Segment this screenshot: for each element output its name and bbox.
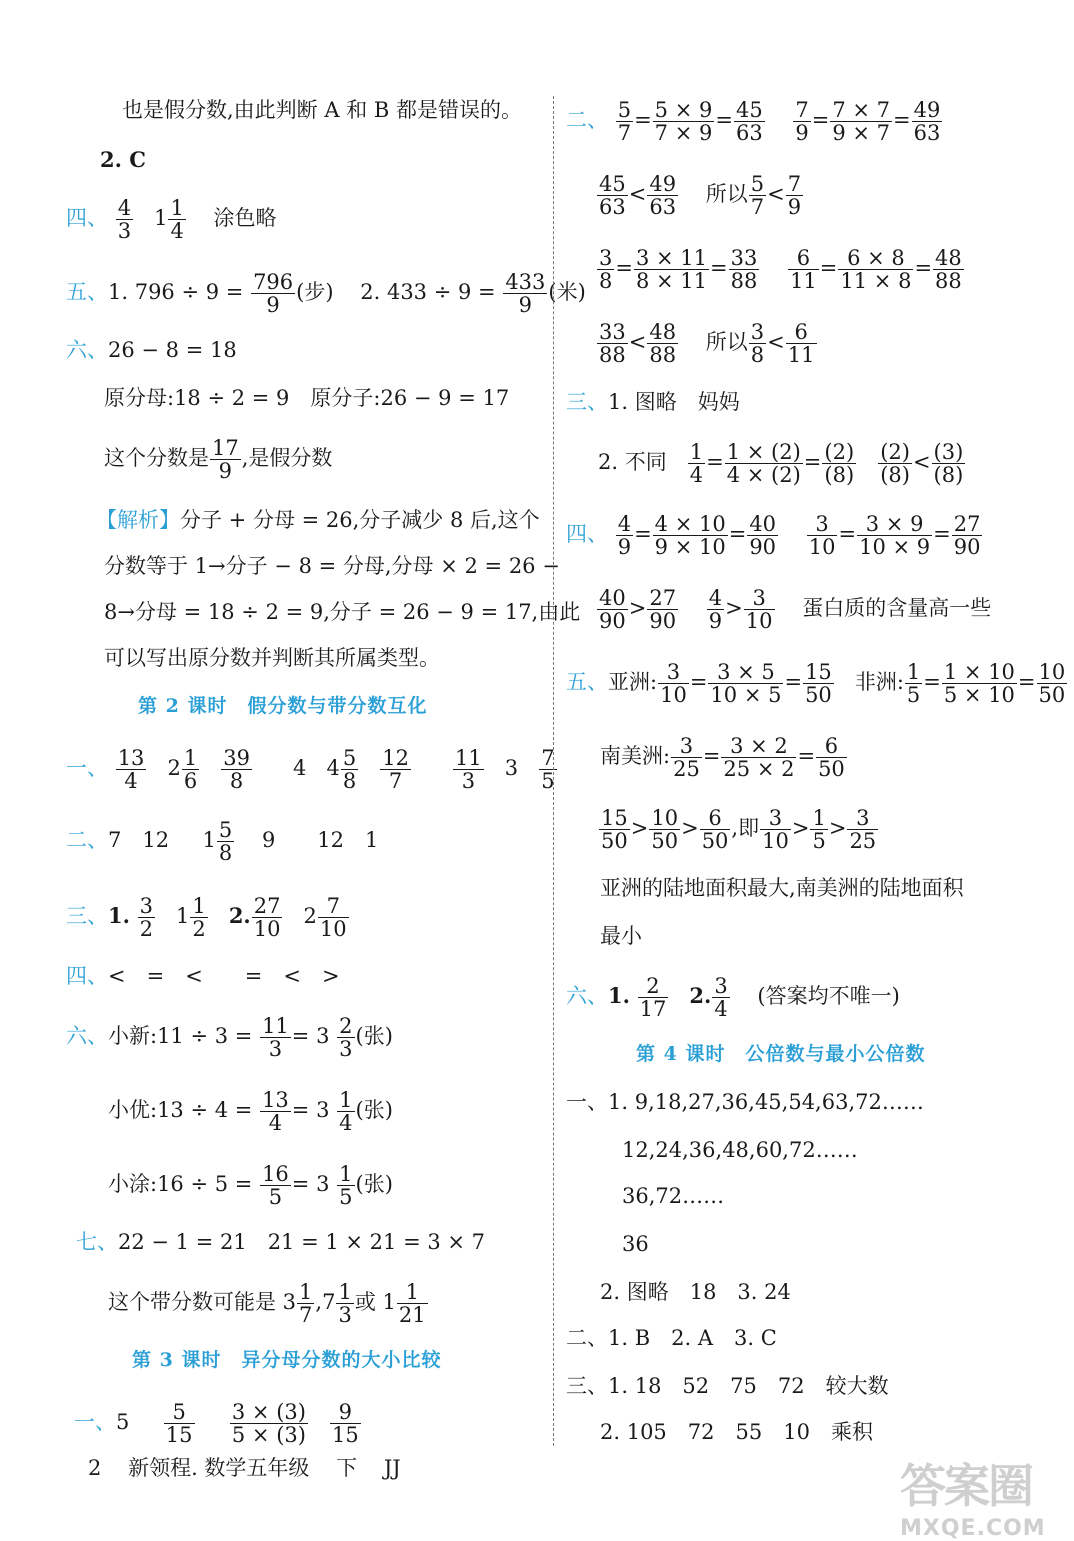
answer-line: 2. C [100,147,146,172]
analysis-line: 分数等于 1→分子 − 8 = 分母,分母 × 2 = 26 − [104,554,560,578]
answer-line: 2. 不同 $\frac{1}{4}$ = $\frac{1 \times (2)}{4 \times (2)}$ = $\frac{(2)}{(8)}$ $\frac{(2)}{(8)}$ < $\frac{(3)}{(8)}$ [598,439,964,487]
answer-line: 12,24,36,48,60,72…… [622,1138,858,1162]
answer-line: 36 [622,1232,649,1256]
book-edition: JJ [383,1456,401,1480]
section-heading: 第 3 课时 异分母分数的大小比较 [132,1349,442,1371]
section-heading: 第 2 课时 假分数与带分数互化 [138,695,428,717]
answer-line: $\frac{33}{88}$ < $\frac{48}{88}$ 所以 $\frac{3}{8}$ < $\frac{6}{11}$ [599,319,815,367]
column-divider [553,96,554,1446]
answer-line: 六、1. $\frac{2}{17}$ 2. $\frac{3}{4}$ (答案均不唯一) [566,973,900,1021]
analysis-line: 【解析】分子 + 分母 = 26,分子减少 8 后,这个 [96,508,540,532]
answer-line: 三、1. 图略 妈妈 [566,390,740,414]
page-number: 2 [88,1456,102,1480]
answer-line: 六、小新:11 ÷ 3 = $\frac{11}{3}$ = 3 $\frac{2}{3}$ (张) [66,1013,393,1061]
answer-line: 五、1. 796 ÷ 9 = $\frac{796}{9}$ (步) 2. 433 ÷ 9 = $\frac{433}{9}$ (米) [66,269,586,317]
answer-line: 六、26 − 8 = 18 [66,338,237,362]
answer-line: 三、1. $\frac{3}{2}$ 1 $\frac{1}{2}$ 2. $\frac{27}{10}$ 2 $\frac{7}{10}$ [66,893,347,941]
answer-line: 一、1. 9,18,27,36,45,54,63,72…… [566,1090,924,1114]
section-heading: 第 4 课时 公倍数与最小公倍数 [636,1043,926,1065]
watermark-logo [900,1450,1060,1541]
answer-line: 一、5 $\frac{5}{15}$ $\frac{3 \times (3)}{5 \times (3)}$ $\frac{9}{15}$ [74,1399,359,1447]
answer-line: 2. 105 72 55 10 乘积 [600,1420,873,1444]
answer-line: 二、 $\frac{5}{7}$ = $\frac{5 \times 9}{7 \times 9}$ = $\frac{45}{63}$ $\frac{7}{9}$ = $\frac{7 \times 7}{9 \times 7}$ = $\frac{49}{63}$ [566,97,941,145]
answer-line: 一、 $\frac{13}{4}$ 2 $\frac{1}{6}$ $\frac{39}{8}$ 4 4 $\frac{5}{8}$ $\frac{12}{7}$ $\frac{11}{3}$ 3 $\frac{7}{5}$ [66,745,555,793]
answer-line: $\frac{15}{50}$ > $\frac{10}{50}$ > $\frac{6}{50}$ ,即 $\frac{3}{10}$ > $\frac{1}{5}$ > $\frac{3}{25}$ [601,805,877,853]
answer-line: 四、 $\frac{4}{3}$ 1 $\frac{1}{4}$ 涂色略 [66,195,277,243]
answer-line: 这个带分数可能是 3 $\frac{1}{7}$ ,7 $\frac{1}{3}$ 或 1 $\frac{1}{21}$ [108,1279,426,1327]
analysis-line: 8→分母 = 18 ÷ 2 = 9,分子 = 26 − 9 = 17,由此 [104,600,581,624]
answer-line: 三、1. 18 52 75 72 较大数 [566,1374,889,1398]
answer-line: 五、亚洲: $\frac{3}{10}$ = $\frac{3 \times 5}{10 \times 5}$ = $\frac{15}{50}$ 非洲: $\frac{1}{5}$ = $\frac{1 \times 10}{5 \times 10}$ = $\frac{10}{50}$ [566,659,1066,707]
answer-line: 2. 图略 18 3. 24 [600,1280,791,1304]
answer-line: 36,72…… [622,1184,725,1208]
answer-line: 南美洲: $\frac{3}{25}$ = $\frac{3 \times 2}{25 \times 2}$ = $\frac{6}{50}$ [600,733,845,781]
answer-line: 亚洲的陆地面积最大,南美洲的陆地面积 [600,876,964,900]
answer-line: 七、22 − 1 = 21 21 = 1 × 21 = 3 × 7 [76,1230,486,1254]
answer-line: 这个分数是 $\frac{17}{9}$ ,是假分数 [104,435,333,483]
page-footer [88,1452,401,1482]
answer-line: $\frac{45}{63}$ < $\frac{49}{63}$ 所以 $\frac{5}{7}$ < $\frac{7}{9}$ [599,171,802,219]
answer-line: $\frac{3}{8}$ = $\frac{3 \times 11}{8 \times 11}$ = $\frac{33}{88}$ $\frac{6}{11}$ = $\frac{6 \times 8}{11 \times 8}$ = $\frac{48}{88}$ [599,245,962,293]
answer-line: 小涂:16 ÷ 5 = $\frac{16}{5}$ = 3 $\frac{1}{5}$ (张) [108,1161,393,1209]
answer-line: 二、1. B 2. A 3. C [566,1326,777,1350]
answer-line: 四、< = < = < > [66,964,340,988]
watermark-text: 答案圈 [900,1459,1032,1513]
book-title: 新领程. 数学五年级 [128,1456,310,1480]
answer-line: 二、7 12 1 $\frac{5}{8}$ 9 12 1 [66,817,379,865]
answer-line: 也是假分数,由此判断 A 和 B 都是错误的。 [122,98,522,122]
answer-line: 四、 $\frac{4}{9}$ = $\frac{4 \times 10}{9 \times 10}$ = $\frac{40}{90}$ $\frac{3}{10}$ = $\frac{3 \times 9}{10 \times 9}$ = $\frac{27}{90}$ [566,511,981,559]
answer-line: 小优:13 ÷ 4 = $\frac{13}{4}$ = 3 $\frac{1}{4}$ (张) [108,1087,393,1135]
analysis-line: 可以写出原分数并判断其所属类型。 [104,646,440,670]
answer-line: $\frac{40}{90}$ > $\frac{27}{90}$ $\frac{4}{9}$ > $\frac{3}{10}$ 蛋白质的含量高一些 [599,585,992,633]
book-volume: 下 [336,1456,358,1480]
answer-line: 原分母:18 ÷ 2 = 9 原分子:26 − 9 = 17 [104,386,510,410]
answer-line: 最小 [600,924,642,948]
watermark-url: MXQE.COM [900,1516,1046,1541]
